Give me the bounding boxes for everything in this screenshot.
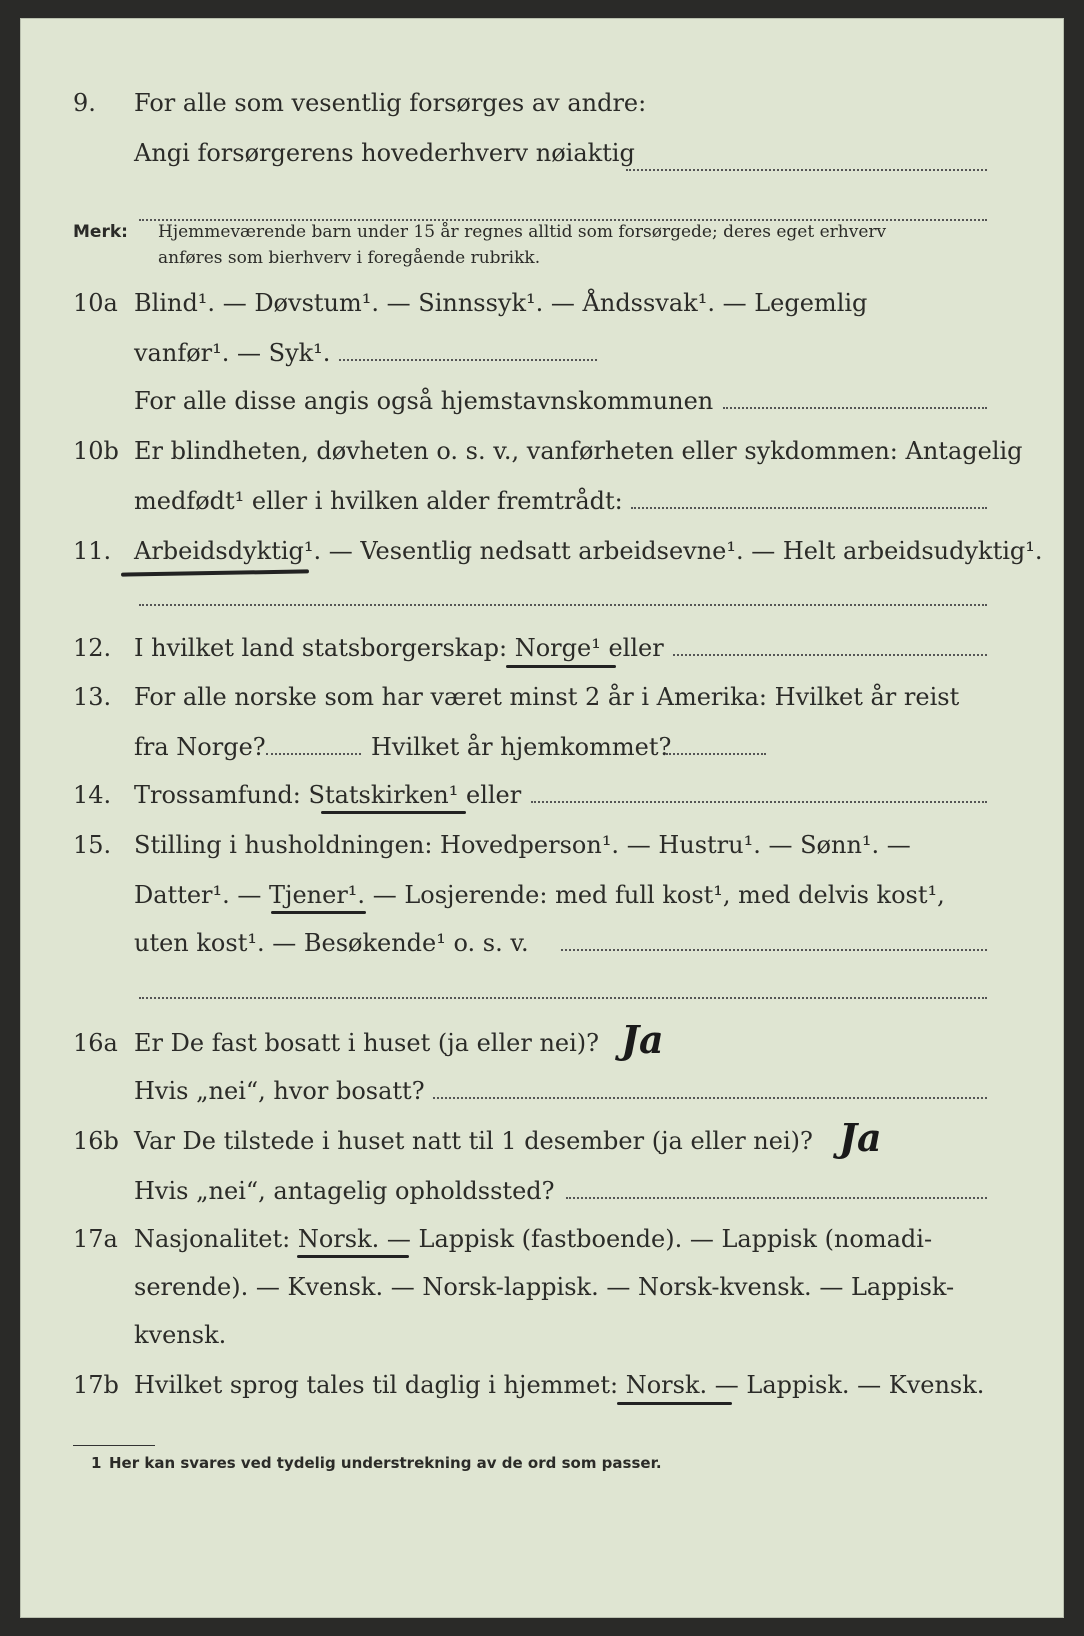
census-form-page: [20, 18, 1064, 1618]
question-text: uten kost¹. — Besøkende¹ o. s. v.: [134, 929, 529, 957]
question-16a-line2: [21, 1077, 1063, 1111]
answer-line: [626, 169, 987, 171]
question-text: serende). — Kvensk. — Norsk-lappisk. — Norsk-kvensk. — Lappisk-: [134, 1273, 955, 1301]
question-number: 14.: [73, 781, 112, 809]
question-text: Var De tilstede i huset natt til 1 desember (ja eller nei)?: [134, 1127, 813, 1155]
handwritten-underline: [617, 1402, 732, 1405]
question-number: 10b: [73, 437, 119, 465]
question-17a: [21, 1225, 1063, 1259]
question-number: 11.: [73, 537, 112, 565]
question-17a-line2: [21, 1273, 1063, 1307]
question-number: 17b: [73, 1371, 119, 1399]
question-17a-line3: [21, 1321, 1063, 1355]
question-9: [21, 89, 1063, 123]
question-text: Er blindheten, døvheten o. s. v., vanførheten eller sykdommen: Antagelig: [134, 437, 1023, 465]
question-number: 15.: [73, 831, 112, 859]
note-text: Hjemmeværende barn under 15 år regnes alltid som forsørgede; deres eget erhverv: [158, 222, 887, 242]
answer-line: [561, 949, 987, 951]
question-text: Hvilket sprog tales til daglig i hjemmet: Norsk. — Lappisk. — Kvensk.: [134, 1371, 985, 1399]
note: [73, 222, 887, 242]
footnote-text: Her kan svares ved tydelig understrekning av de ord som passer.: [109, 1454, 662, 1472]
question-text: fra Norge?: [134, 733, 266, 761]
question-13: [21, 683, 1063, 717]
question-15-line3: [21, 929, 1063, 963]
question-12: [21, 634, 1063, 668]
question-11: [21, 537, 1063, 571]
question-text: For alle norske som har været minst 2 år i Amerika: Hvilket år reist: [134, 683, 960, 711]
question-number: 13.: [73, 683, 112, 711]
question-text: Angi forsørgerens hovederhverv nøiaktig: [134, 139, 635, 167]
question-16b-line2: [21, 1177, 1063, 1211]
answer-line: [139, 997, 987, 999]
footnote-rule: [73, 1445, 155, 1446]
note-label: Merk:: [73, 222, 128, 242]
note-text: anføres som bierhverv i foregående rubrikk.: [158, 248, 541, 268]
question-16a: [21, 1029, 1063, 1063]
answer-line: [666, 753, 766, 755]
question-text: medfødt¹ eller i hvilken alder fremtrådt:: [134, 487, 623, 515]
handwritten-underline: [321, 811, 466, 814]
question-text: For alle disse angis også hjemstavnskommunen: [134, 387, 714, 415]
question-text: Blind¹. — Døvstum¹. — Sinnssyk¹. — Åndssvak¹. — Legemlig: [134, 289, 868, 317]
question-number: 16b: [73, 1127, 119, 1155]
question-9-line2: [21, 139, 1063, 173]
question-text: Stilling i husholdningen: Hovedperson¹. — Hustru¹. — Sønn¹. —: [134, 831, 911, 859]
question-number: 10a: [73, 289, 118, 317]
answer-line: [566, 1197, 987, 1199]
answer-line: [723, 407, 987, 409]
answer-line: [531, 801, 987, 803]
question-number: 9.: [73, 89, 96, 117]
handwritten-underline: [297, 1255, 409, 1258]
question-text: Hvilket år hjemkommet?: [371, 733, 672, 761]
question-number: 17a: [73, 1225, 118, 1253]
question-text: Trossamfund: Statskirken¹ eller: [134, 781, 522, 809]
question-text: I hvilket land statsborgerskap: Norge¹ eller: [134, 634, 664, 662]
question-15-line2: [21, 881, 1063, 915]
question-text: Er De fast bosatt i huset (ja eller nei)?: [134, 1029, 600, 1057]
answer-line: [631, 507, 987, 509]
handwritten-answer: Ja: [621, 1017, 664, 1062]
question-text: Hvis „nei“, antagelig opholdssted?: [134, 1177, 555, 1205]
answer-line: [433, 1097, 987, 1099]
handwritten-underline: [271, 911, 366, 914]
question-text: Datter¹. — Tjener¹. — Losjerende: med full kost¹, med delvis kost¹,: [134, 881, 945, 909]
question-14: [21, 781, 1063, 815]
question-10b-line2: [21, 487, 1063, 521]
question-13-line2: [21, 733, 1063, 767]
question-number: 16a: [73, 1029, 118, 1057]
question-text: Arbeidsdyktig¹. — Vesentlig nedsatt arbeidsevne¹. — Helt arbeidsudyktig¹.: [134, 537, 1043, 565]
handwritten-underline: [506, 665, 616, 668]
question-10a-line3: [21, 387, 1063, 421]
question-10a-line2: [21, 339, 1063, 373]
answer-line: [266, 753, 361, 755]
question-text: Hvis „nei“, hvor bosatt?: [134, 1077, 425, 1105]
question-number: 12.: [73, 634, 112, 662]
question-17b: [21, 1371, 1063, 1405]
footnote-mark: 1: [91, 1454, 102, 1472]
answer-line: [139, 219, 987, 221]
footnote: [91, 1454, 662, 1472]
answer-line: [339, 359, 597, 361]
question-16b: [21, 1127, 1063, 1161]
question-15: [21, 831, 1063, 865]
question-text: vanfør¹. — Syk¹.: [134, 339, 331, 367]
question-text: Nasjonalitet: Norsk. — Lappisk (fastboende). — Lappisk (nomadi-: [134, 1225, 933, 1253]
handwritten-answer: Ja: [839, 1115, 882, 1160]
question-10a: [21, 289, 1063, 323]
answer-line: [673, 654, 987, 656]
question-text: kvensk.: [134, 1321, 227, 1349]
question-text: For alle som vesentlig forsørges av andre:: [134, 89, 647, 117]
answer-line: [139, 604, 987, 606]
question-10b: [21, 437, 1063, 471]
